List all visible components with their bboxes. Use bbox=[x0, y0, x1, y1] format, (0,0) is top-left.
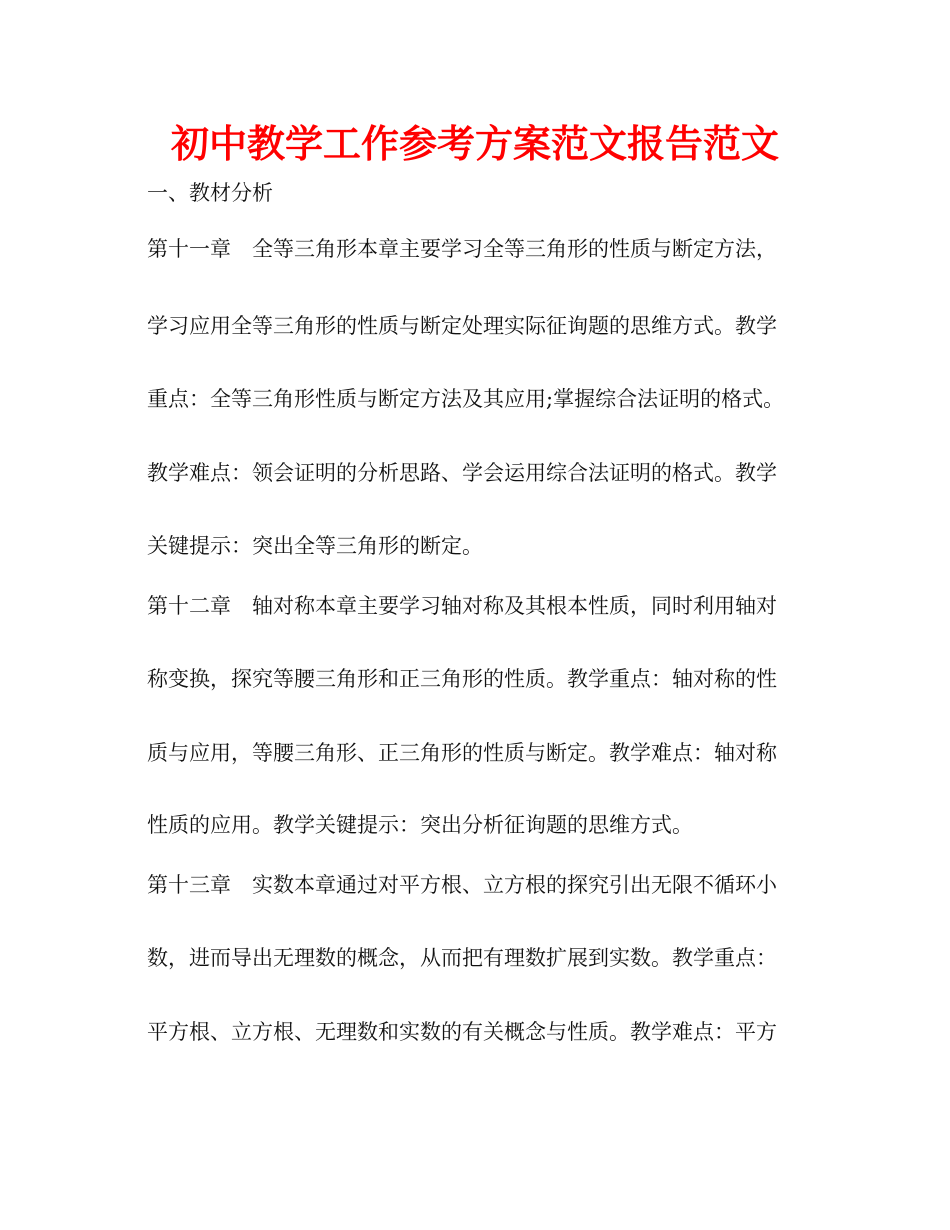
text-line: 称变换，探究等腰三角形和正三角形的性质。教学重点：轴对称的性 bbox=[147, 667, 777, 691]
text-line: 学习应用全等三角形的性质与断定处理实际征询题的思维方式。教学 bbox=[147, 314, 777, 338]
text-line: 数，进而导出无理数的概念，从而把有理数扩展到实数。教学重点： bbox=[147, 946, 777, 970]
document-title: 初中教学工作参考方案范文报告范文 bbox=[170, 122, 779, 166]
text-line: 第十一章 全等三角形本章主要学习全等三角形的性质与断定方法， bbox=[147, 237, 777, 261]
text-line: 重点：全等三角形性质与断定方法及其应用;掌握综合法证明的格式。 bbox=[147, 387, 785, 411]
text-line: 第十二章 轴对称本章主要学习轴对称及其根本性质，同时利用轴对 bbox=[147, 594, 777, 618]
text-line: 质与应用，等腰三角形、正三角形的性质与断定。教学难点：轴对称 bbox=[147, 741, 777, 765]
section-heading: 一、教材分析 bbox=[147, 181, 273, 205]
text-line: 性质的应用。教学关键提示：突出分析征询题的思维方式。 bbox=[147, 813, 693, 837]
text-line: 平方根、立方根、无理数和实数的有关概念与性质。教学难点：平方 bbox=[147, 1020, 777, 1044]
text-line: 关键提示：突出全等三角形的断定。 bbox=[147, 534, 483, 558]
text-line: 教学难点：领会证明的分析思路、学会运用综合法证明的格式。教学 bbox=[147, 461, 777, 485]
text-line: 第十三章 实数本章通过对平方根、立方根的探究引出无限不循环小 bbox=[147, 873, 777, 897]
